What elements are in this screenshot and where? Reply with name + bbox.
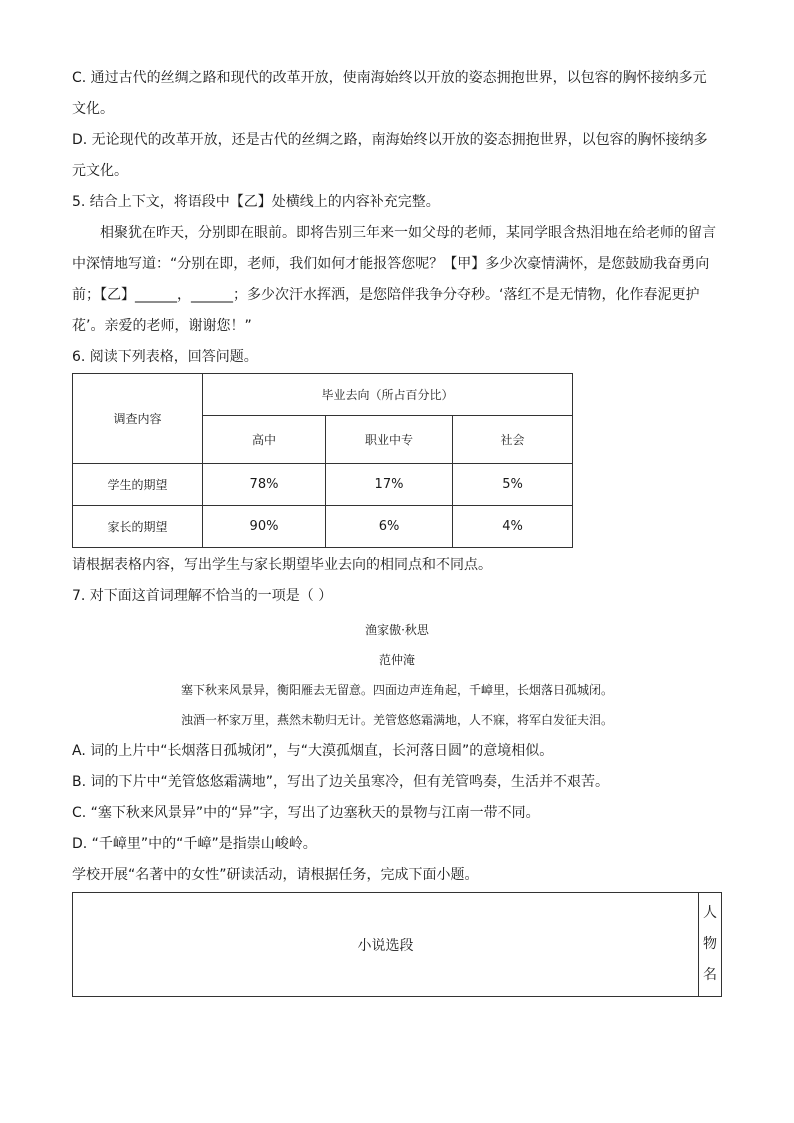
option-c-line2: 文化。 <box>72 101 114 117</box>
question-7-option-a: A. 词的上片中“长烟落日孤城闭”，与“大漠孤烟直，长河落日圆”的意境相似。 <box>72 743 554 759</box>
survey-table <box>72 373 573 548</box>
table-cell: 17% <box>326 464 453 506</box>
table-cell: 90% <box>203 506 326 548</box>
character-name-char: 物 <box>703 936 717 952</box>
question-5-passage-line3: 前；【乙】______，______；多少次汗水挥洒，是您陪伴我争分夺秒。‘落红不是无情物，化作春泥更护 <box>72 287 700 303</box>
table-row-label: 家长的期望 <box>73 506 203 548</box>
character-name-char: 人 <box>703 905 717 921</box>
question-7-option-b: B. 词的下片中“羌管悠悠霜满地”，写出了边关虽寒冷，但有羌管鸣奏，生活并不艰苦。 <box>72 774 610 790</box>
question-5-passage-line1: 相聚犹在昨天，分别即在眼前。即将告别三年来一如父母的老师，某同学眼含热泪地在给老师的留言 <box>100 225 716 241</box>
question-5-stem: 5. 结合上下文，将语段中【乙】处横线上的内容补充完整。 <box>72 194 440 210</box>
table-col-header: 社会 <box>453 416 573 464</box>
table-col-header: 职业中专 <box>326 416 453 464</box>
poem-verse2: 浊酒一杯家万里，燕然未勒归无计。羌管悠悠霜满地，人不寐，将军白发征夫泪。 <box>180 713 613 727</box>
task-table <box>72 892 722 997</box>
poem-author: 范仲淹 <box>378 653 415 667</box>
question-6-stem: 6. 阅读下列表格，回答问题。 <box>72 349 258 365</box>
option-c-line1: C. 通过古代的丝绸之路和现代的改革开放，使南海始终以开放的姿态拥抱世界，以包容的胸怀接纳多元 <box>72 70 707 86</box>
question-6-ask: 请根据表格内容，写出学生与家长期望毕业去向的相同点和不同点。 <box>72 557 492 573</box>
task-intro: 学校开展“名著中的女性”研读活动，请根据任务，完成下面小题。 <box>72 867 479 883</box>
table-cell: 4% <box>453 506 573 548</box>
table-row-label: 学生的期望 <box>73 464 203 506</box>
table-cell: 78% <box>203 464 326 506</box>
table-row <box>73 506 573 548</box>
question-7-option-d: D. “千嶂里”中的“千嶂”是指崇山峻岭。 <box>72 836 317 852</box>
option-d-line2: 元文化。 <box>72 163 128 179</box>
character-name-header <box>699 893 722 997</box>
table-col-header: 高中 <box>203 416 326 464</box>
poem-verse1: 塞下秋来风景异，衡阳雁去无留意。四面边声连角起，千嶂里，长烟落日孤城闭。 <box>180 683 613 697</box>
table-row <box>73 464 573 506</box>
option-d-line1: D. 无论现代的改革开放，还是古代的丝绸之路，南海始终以开放的姿态拥抱世界，以包容的胸怀接纳多 <box>72 132 708 148</box>
table-group-header: 毕业去向（所占百分比） <box>203 374 573 416</box>
novel-excerpt-header: 小说选段 <box>73 893 699 997</box>
table-cell: 5% <box>453 464 573 506</box>
character-name-char: 名 <box>703 967 717 983</box>
question-7-option-c: C. “塞下秋来风景异”中的“异”字，写出了边塞秋天的景物与江南一带不同。 <box>72 805 540 821</box>
question-5-passage-line2: 中深情地写道：“分别在即，老师，我们如何才能报答您呢？【甲】多少次豪情满怀，是您鼓励我奋勇向 <box>72 256 710 272</box>
poem-title: 渔家傲·秋思 <box>365 623 429 637</box>
table-corner-cell: 调查内容 <box>73 374 203 464</box>
question-5-passage-line4: 花’。亲爱的老师，谢谢您！” <box>72 318 252 334</box>
question-7-stem: 7. 对下面这首词理解不恰当的一项是（ ） <box>72 588 333 604</box>
table-cell: 6% <box>326 506 453 548</box>
